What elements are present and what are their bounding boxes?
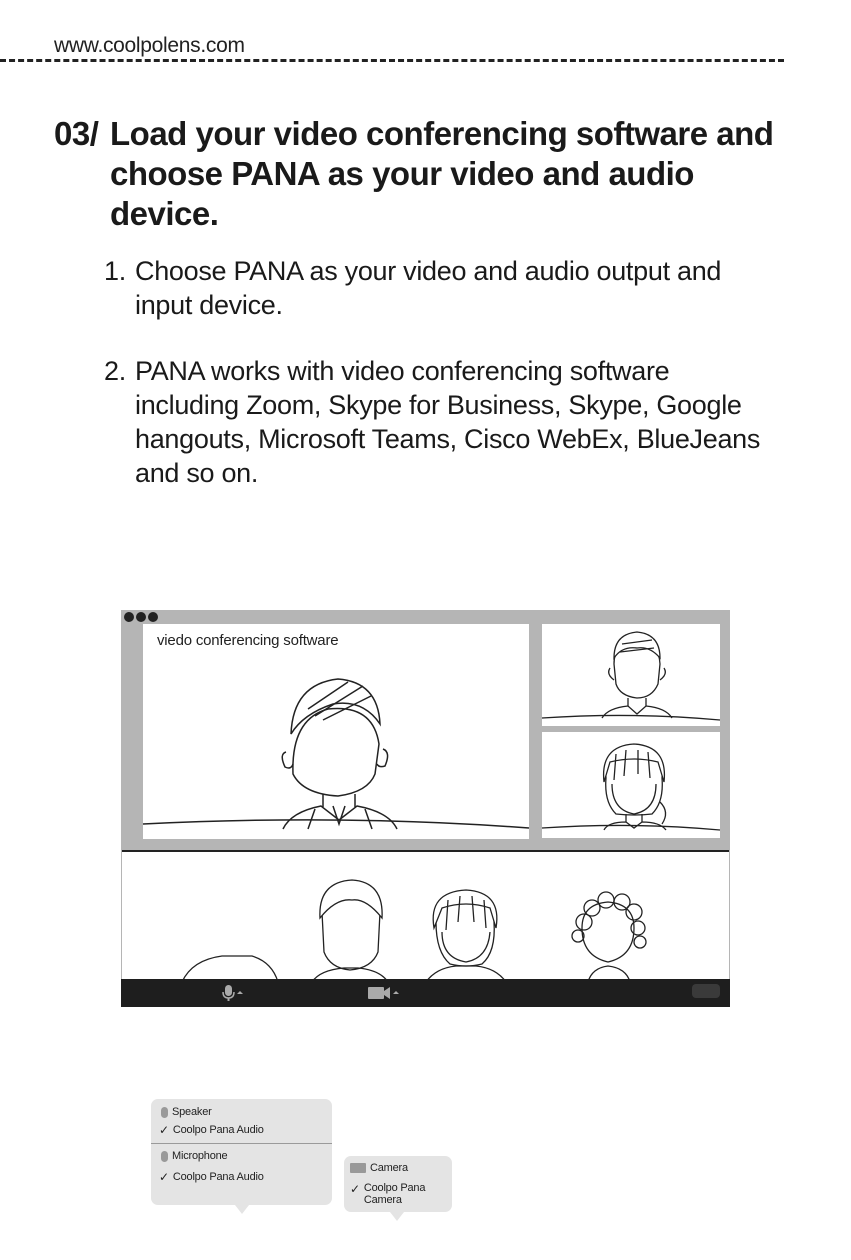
microphone-option[interactable] bbox=[159, 1170, 264, 1184]
step-text: Choose PANA as your video and audio output and input device. bbox=[135, 256, 722, 320]
speaker-row bbox=[161, 1106, 212, 1118]
speaker-label: Speaker bbox=[172, 1106, 212, 1118]
end-call-button[interactable] bbox=[692, 984, 720, 998]
step-item bbox=[104, 254, 764, 322]
side-video-panel-2 bbox=[542, 732, 720, 838]
step-list bbox=[104, 254, 764, 522]
microphone-button[interactable] bbox=[221, 984, 245, 1002]
camera-icon bbox=[367, 984, 401, 1002]
microphone-row bbox=[161, 1150, 227, 1162]
check-icon: ✓ bbox=[159, 1170, 169, 1184]
window-controls bbox=[124, 612, 158, 622]
popup-pointer bbox=[235, 1205, 249, 1214]
step-number: 2. bbox=[104, 356, 126, 386]
microphone-icon bbox=[161, 1151, 168, 1162]
audio-device-menu bbox=[151, 1099, 332, 1205]
camera-row bbox=[350, 1162, 408, 1174]
main-video-panel bbox=[143, 624, 529, 839]
camera-icon bbox=[350, 1163, 366, 1173]
microphone-label: Microphone bbox=[172, 1150, 228, 1162]
speaker-option[interactable] bbox=[159, 1123, 264, 1137]
microphone-option-label: Coolpo Pana Audio bbox=[172, 1171, 264, 1183]
camera-option[interactable] bbox=[350, 1182, 446, 1206]
dashed-divider bbox=[0, 59, 784, 62]
gallery-strip bbox=[122, 850, 729, 1206]
step-item bbox=[104, 354, 764, 490]
camera-button[interactable] bbox=[367, 984, 401, 1002]
section-heading bbox=[54, 114, 794, 234]
main-speaker-figure bbox=[143, 624, 529, 839]
camera-device-menu bbox=[344, 1156, 452, 1212]
step-number: 1. bbox=[104, 256, 126, 286]
side-video-panel-1 bbox=[542, 624, 720, 726]
camera-option-label: Coolpo Pana Camera bbox=[363, 1182, 426, 1206]
section-number: 03/ bbox=[54, 115, 99, 152]
check-icon: ✓ bbox=[350, 1182, 360, 1196]
menu-divider bbox=[151, 1143, 332, 1144]
camera-label: Camera bbox=[370, 1162, 408, 1174]
website-url: www.coolpolens.com bbox=[54, 34, 245, 57]
popup-pointer bbox=[390, 1212, 404, 1221]
gallery-participants bbox=[122, 852, 729, 982]
microphone-icon bbox=[221, 984, 245, 1002]
window-dot-icon bbox=[148, 612, 158, 622]
speaker-icon bbox=[161, 1107, 168, 1118]
speaker-option-label: Coolpo Pana Audio bbox=[172, 1124, 264, 1136]
window-dot-icon bbox=[124, 612, 134, 622]
call-toolbar bbox=[121, 979, 730, 1007]
step-text: PANA works with video conferencing software including Zoom, Skype for Business, Skype, Google hangouts, Microsoft Teams, Cisco WebEx, BlueJeans and so on. bbox=[135, 356, 761, 488]
check-icon: ✓ bbox=[159, 1123, 169, 1137]
window-dot-icon bbox=[136, 612, 146, 622]
participant-figure bbox=[542, 624, 720, 726]
section-title: Load your video conferencing software and choose PANA as your video and audio device. bbox=[110, 115, 774, 232]
conference-window-illustration bbox=[121, 610, 730, 1206]
participant-figure bbox=[542, 732, 720, 838]
app-label: viedo conferencing software bbox=[157, 632, 339, 649]
